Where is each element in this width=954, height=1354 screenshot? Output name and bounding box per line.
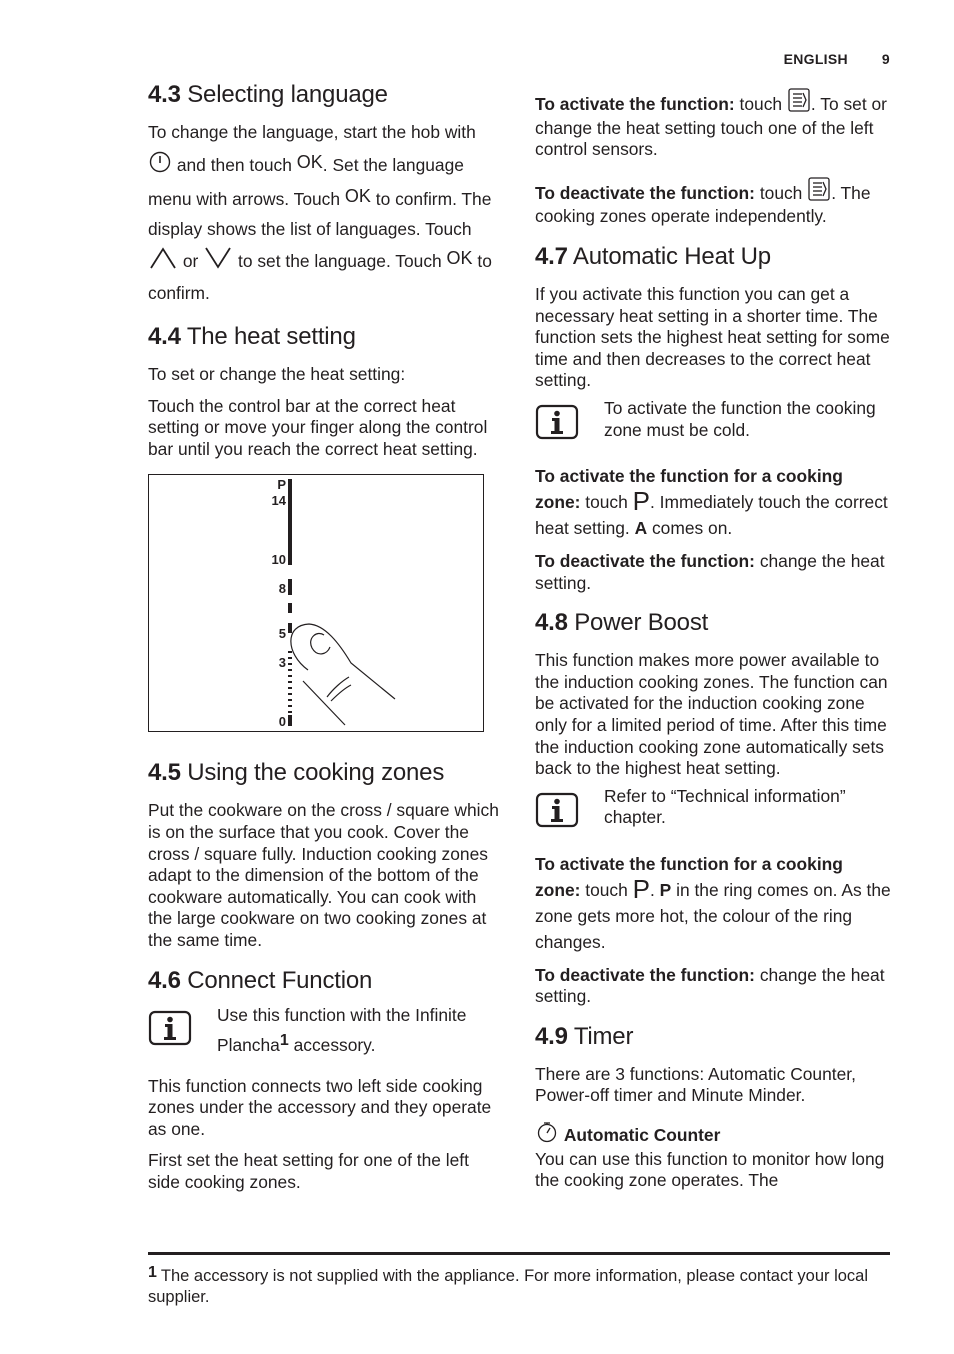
section-4-8 <box>535 608 893 1008</box>
page-header <box>784 51 890 67</box>
section-paragraph: To set or change the heat setting: <box>148 364 406 384</box>
info-icon <box>148 1010 192 1051</box>
footnote-ref: 1 <box>279 1031 289 1049</box>
figure-label: 8 <box>278 581 286 597</box>
section-heading: 4.8 Power Boost <box>535 609 709 637</box>
ok-icon: OK <box>446 248 473 268</box>
section-paragraph: To change the language, start the hob with and then touch OK. Set the language menu with arrows. Touch OK to confirm. The display shows the list of languages. Touch or to set the language. Touch OK to confirm. <box>148 122 492 303</box>
section-paragraph: To deactivate the function: change the heat setting. <box>535 964 885 1007</box>
info-note <box>535 785 893 833</box>
section-paragraph: This function connects two left side cooking zones under the accessory and they operate as one. <box>148 1075 492 1139</box>
section-paragraph: If you activate this function you can get a necessary heat setting in a shorter time. The function sets the highest heat setting for some time and then decreases to the correct heat setting. <box>535 283 890 391</box>
finger-icon <box>291 624 395 725</box>
power-icon <box>149 151 171 183</box>
section-4-6 <box>148 966 504 1194</box>
subheading: Automatic Counter <box>535 1121 893 1149</box>
figure-label: 0 <box>278 714 286 730</box>
control-bar-figure <box>148 474 484 732</box>
section-paragraph: To activate the function for a cooking zone: touch P. Immediately touch the correct heat setting. A comes on. <box>535 465 888 538</box>
info-note <box>535 397 893 445</box>
info-text: To activate the function the cooking zone must be cold. <box>604 397 876 440</box>
figure-label: 10 <box>271 552 286 568</box>
figure-label: 5 <box>278 626 286 642</box>
header-language: ENGLISH <box>783 51 848 67</box>
info-text: Use this function with the Infinite Plancha$^1$ accessory. <box>217 1004 467 1055</box>
section-paragraph: Touch the control bar at the correct heat setting or move your finger along the control bar until you reach the correct heat setting. <box>148 395 488 459</box>
info-icon <box>535 792 579 833</box>
section-paragraph: First set the heat setting for one of the left side cooking zones. <box>148 1150 469 1192</box>
footnote-text: The accessory is not supplied with the appliance. For more information, please contact your local supplier. <box>148 1267 869 1306</box>
footnote-divider <box>148 1252 890 1255</box>
section-paragraph: To activate the function: touch . To set or change the heat setting touch one of the left control sensors. <box>535 88 893 161</box>
p-icon: P <box>632 873 650 904</box>
page-number: 9 <box>881 51 890 67</box>
arrow-down-icon <box>204 247 232 279</box>
stopwatch-icon <box>536 1121 558 1149</box>
footnote <box>148 1262 890 1308</box>
figure-label: 14 <box>271 493 286 509</box>
section-paragraph: To activate the function for a cooking zone: touch P. P in the ring comes on. As the zone gets more hot, the colour of the ring changes. <box>535 853 891 952</box>
footnote-number: 1 <box>148 1264 157 1281</box>
left-column <box>148 80 504 1208</box>
section-paragraph: Put the cookware on the cross / square which is on the surface that you cook. Cover the cross / square fully. Induction cooking zones adapt to the dimension of the bottom of the cookware automatically. You can cook with the large cookware on two cooking zones at the same time. <box>148 800 499 950</box>
section-heading: 4.4 The heat setting <box>148 323 356 350</box>
section-heading: 4.3 Selecting language <box>148 81 388 108</box>
ok-icon: OK <box>296 151 323 172</box>
p-icon: P <box>632 485 650 516</box>
info-icon <box>535 404 579 445</box>
section-heading: 4.6 Connect Function <box>148 966 373 994</box>
connect-function-icon <box>788 88 810 118</box>
connect-function-icon <box>808 177 830 207</box>
connect-function-continued <box>535 88 893 228</box>
section-heading: 4.9 Timer <box>535 1022 634 1050</box>
info-note <box>148 1004 504 1058</box>
right-column <box>535 80 893 1206</box>
arrow-up-icon <box>149 247 177 279</box>
section-heading: 4.7 Automatic Heat Up <box>535 242 771 270</box>
section-4-4 <box>148 322 504 460</box>
section-paragraph: There are 3 functions: Automatic Counter, Power-off timer and Minute Minder. <box>535 1063 856 1106</box>
section-paragraph: This function makes more power available to the induction cooking zones. The function can be activated for the induction cooking zone only for a limited period of time. After this time the induction cooking zone automatically sets back to the highest heat setting. <box>535 650 888 779</box>
section-paragraph: To deactivate the function: touch . The cooking zones operate independently. <box>535 177 893 228</box>
section-4-9 <box>535 1022 893 1192</box>
section-paragraph: You can use this function to monitor how long the cooking zone operates. The <box>535 1148 885 1191</box>
info-text: Refer to “Technical information” chapter. <box>604 785 846 828</box>
section-4-3 <box>148 80 504 308</box>
figure-label: P <box>277 477 286 493</box>
section-4-7 <box>535 242 893 594</box>
control-bar <box>288 479 292 726</box>
section-4-5 <box>148 758 504 951</box>
section-heading: 4.5 Using the cooking zones <box>148 759 445 787</box>
figure-label: 3 <box>278 655 286 671</box>
section-paragraph: To deactivate the function: change the heat setting. <box>535 550 885 593</box>
ok-icon: OK <box>344 186 371 206</box>
